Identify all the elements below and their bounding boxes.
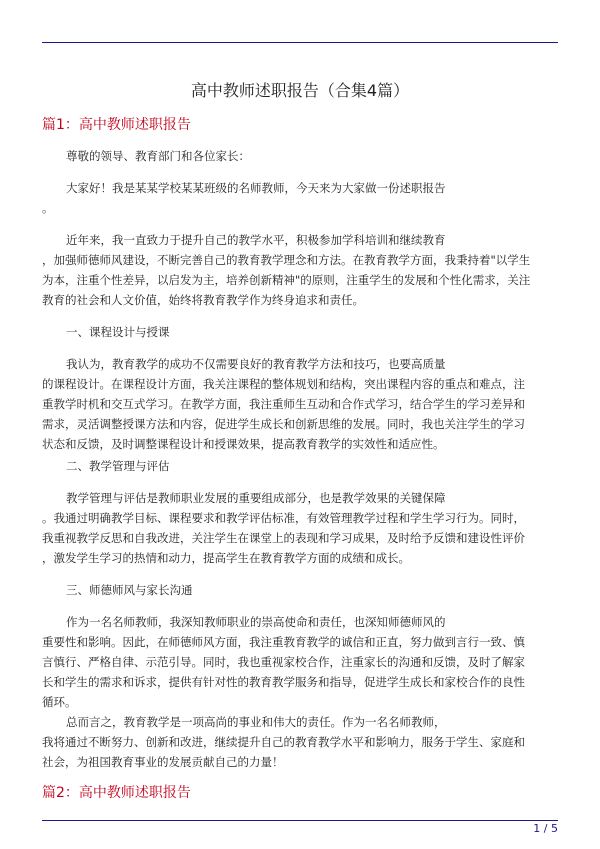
text-line: 。 [42,201,54,215]
text-line: 循环。 [42,695,77,709]
top-rule [42,42,558,43]
teaching-management-paragraph [42,488,558,568]
text-line: 大家好！我是某某学校某某班级的名师教师，今天来为大家做一份述职报告 [66,181,446,195]
text-line: 二、教学管理与评估 [66,459,170,473]
text-line: 尊敬的领导、教育部门和各位家长： [66,149,250,163]
text-line: 近年来，我一直致力于提升自己的教学水平，积极参加学科培训和继续教育 [66,233,446,247]
text-line: 。我通过明确教学目标、课程要求和教学评估标准，有效管理教学过程和学生学习行为。同时， [42,511,525,525]
text-line: ，加强师德师风建设，不断完善自己的教育教学理念和方法。在教育教学方面，我秉持着"以学生 [42,253,531,267]
text-line: 教学管理与评估是教师职业发展的重要组成部分，也是教学效果的关键保障 [66,491,446,505]
bottom-rule [42,820,558,821]
text-line: 重教学时机和交互式学习。在教学方面，我注重师生互动和合作式学习，结合学生的学习差异和 [42,397,525,411]
text-line: 重要性和影响。因此，在师德师风方面，我注重教育教学的诚信和正直，努力做到言行一致、慎 [42,635,525,649]
subheading-2 [42,456,558,476]
text-line: 我将通过不断努力、创新和改进，继续提升自己的教育教学水平和影响力，服务于学生、家庭和 [42,735,525,749]
document-title: 高中教师述职报告（合集4篇） [190,81,410,100]
text-line: 我认为，教育教学的成功不仅需要良好的教育教学方法和技巧，也要高质量 [66,357,446,371]
subheading-3 [42,580,558,600]
intro-paragraph [42,178,558,218]
overview-paragraph [42,230,558,310]
text-line: 的课程设计。在课程设计方面，我关注课程的整体规划和结构，突出课程内容的重点和难点，注 [42,377,525,391]
ethics-paragraph [42,612,558,712]
page-number: 1 / 5 [533,822,558,835]
text-line: 为本，注重个性差异，以启发为主，培养创新精神"的原则，注重学生的发展和个性化需求，关注 [42,273,531,287]
text-line: 我重视教学反思和自我改进，关注学生在课堂上的表现和学习成果，及时给予反馈和建设性评价 [42,531,525,545]
greeting-paragraph [42,146,558,166]
text-line: ，激发学生学习的热情和动力，提高学生在教育教学方面的成绩和成长。 [42,551,410,565]
text-line: 总而言之，教育教学是一项高尚的事业和伟大的责任。作为一名名师教师， [66,715,446,729]
text-line: 言慎行、严格自律、示范引导。同时，我也重视家校合作，注重家长的沟通和反馈，及时了解家 [42,655,525,669]
text-line: 作为一名名师教师，我深知教师职业的崇高使命和责任，也深知师德师风的 [66,615,446,629]
text-line: 需求，灵活调整授课方法和内容，促进学生成长和创新思维的发展。同时，我也关注学生的学习 [42,417,525,431]
subheading-1 [42,322,558,342]
text-line: 一、课程设计与授课 [66,325,170,339]
course-design-paragraph [42,354,558,454]
text-line: 社会，为祖国教育事业的发展贡献自己的力量！ [42,755,284,769]
section-2-heading: 篇2：高中教师述职报告 [42,785,191,801]
text-line: 三、师德师风与家长沟通 [66,583,193,597]
section-1-heading: 篇1：高中教师述职报告 [42,117,191,133]
text-line: 状态和反馈，及时调整课程设计和授课效果，提高教育教学的实效性和适应性。 [42,437,445,451]
text-line: 教育的社会和人文价值，始终将教育教学作为终身追求和责任。 [42,293,364,307]
conclusion-paragraph [42,712,558,772]
text-line: 长和学生的需求和诉求，提供有针对性的教育教学服务和指导，促进学生成长和家校合作的良性 [42,675,525,689]
